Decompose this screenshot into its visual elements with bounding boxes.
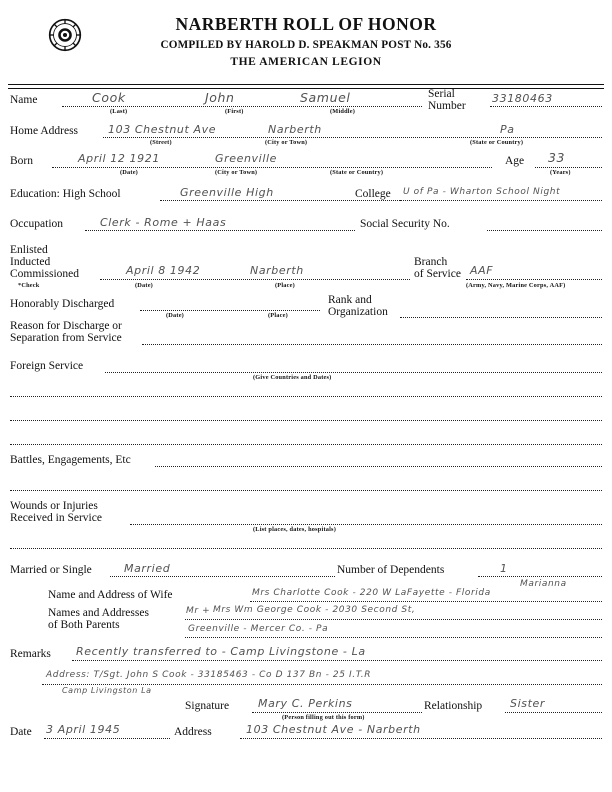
- foreign-service-line-4: [10, 444, 602, 445]
- name-sub-middle: (Middle): [330, 108, 356, 115]
- branch-sub: (Army, Navy, Marine Corps, AAF): [466, 282, 566, 289]
- ssn-line: [487, 230, 602, 231]
- wife-name-extra: Marianna: [520, 579, 567, 589]
- home-street-value: 103 Chestnut Ave: [108, 123, 217, 136]
- age-line: [535, 167, 602, 168]
- last-name-value: Cook: [92, 90, 126, 105]
- home-sub-state: (State or Country): [470, 139, 524, 146]
- married-value: Married: [124, 562, 171, 575]
- parents-line-2: [185, 637, 602, 638]
- age-sub: (Years): [550, 169, 571, 176]
- parents-value-line2: Greenville - Mercer Co. - Pa: [188, 624, 329, 634]
- parents-value-line1: Mrs Wm George Cook - 2030 Second St,: [213, 605, 416, 615]
- honorably-discharged-label: Honorably Discharged: [10, 298, 115, 310]
- parents-label-line2: of Both Parents: [48, 619, 120, 631]
- home-address-line: [103, 137, 602, 138]
- serial-number-value: 33180463: [492, 92, 553, 105]
- college-line: [400, 200, 602, 201]
- home-sub-city: (City or Town): [265, 139, 308, 146]
- foreign-sub: (Give Countries and Dates): [253, 374, 332, 381]
- married-line: [110, 576, 335, 577]
- dependents-line: [478, 576, 602, 577]
- born-line: [52, 167, 492, 168]
- name-sub-first: (First): [225, 108, 244, 115]
- battles-label: Battles, Engagements, Etc: [10, 454, 131, 466]
- born-sub-date: (Date): [120, 169, 138, 176]
- branch-line: [466, 279, 602, 280]
- wounds-label-line1: Wounds or Injuries: [10, 500, 98, 512]
- header-rule-bottom: [8, 88, 604, 89]
- relationship-line: [505, 712, 602, 713]
- reason-label-line1: Reason for Discharge or: [10, 320, 122, 332]
- address-line: [240, 738, 602, 739]
- remarks-value-line3: Camp Livingston La: [62, 686, 152, 695]
- name-label: Name: [10, 94, 38, 106]
- occupation-line: [85, 230, 355, 231]
- address-value: 103 Chestnut Ave - Narberth: [246, 723, 421, 736]
- parents-label-line1: Names and Addresses: [48, 607, 149, 619]
- enlisted-label: Enlisted: [10, 244, 48, 256]
- foreign-service-label: Foreign Service: [10, 360, 84, 372]
- enlist-sub-date: (Date): [135, 282, 153, 289]
- middle-name-value: Samuel: [300, 90, 351, 105]
- remarks-line-2: [42, 684, 602, 685]
- married-label: Married or Single: [10, 564, 92, 576]
- remarks-value-line2: Address: T/Sgt. John S Cook - 33185463 - Co D 137 Bn - 25 I.T.R: [46, 670, 372, 680]
- remarks-label: Remarks: [10, 648, 51, 660]
- occupation-label: Occupation: [10, 218, 64, 230]
- signature-label: Signature: [185, 700, 230, 712]
- check-note: *Check: [18, 282, 40, 289]
- foreign-service-line-1: [105, 372, 602, 373]
- dependents-label: Number of Dependents: [337, 564, 445, 576]
- remarks-line-1: [72, 660, 602, 661]
- foreign-service-line-2: [10, 396, 602, 397]
- document-organization: THE AMERICAN LEGION: [230, 56, 382, 68]
- wounds-sub: (List places, dates, hospitals): [253, 526, 336, 533]
- document-header: [0, 0, 612, 68]
- ssn-label: Social Security No.: [360, 218, 450, 230]
- enlist-date-value: April 8 1942: [126, 264, 201, 277]
- reason-label-line2: Separation from Service: [10, 332, 122, 344]
- born-date-value: April 12 1921: [78, 152, 160, 165]
- reason-line: [142, 344, 602, 345]
- branch-of-service-value: AAF: [470, 264, 494, 277]
- document-title: NARBERTH ROLL OF HONOR: [175, 14, 437, 34]
- age-value: 33: [548, 150, 566, 165]
- battles-line-1: [155, 466, 602, 467]
- wife-label: Name and Address of Wife: [48, 589, 173, 601]
- wife-line: [250, 601, 602, 602]
- foreign-service-line-3: [10, 420, 602, 421]
- home-city-value: Narberth: [268, 123, 322, 136]
- date-line: [44, 738, 170, 739]
- inducted-label: Inducted: [10, 256, 51, 268]
- rank-line: [400, 317, 602, 318]
- commissioned-label: Commissioned: [10, 268, 80, 280]
- date-label: Date: [10, 726, 32, 738]
- born-sub-city: (City or Town): [215, 169, 258, 176]
- document-subtitle: COMPILED BY HAROLD D. SPEAKMAN POST No. 356: [160, 39, 452, 51]
- battles-line-2: [10, 490, 602, 491]
- enlist-place-value: Narberth: [250, 264, 304, 277]
- parents-line-1: [185, 619, 602, 620]
- relationship-value: Sister: [510, 697, 545, 710]
- signature-line: [252, 712, 422, 713]
- occupation-value: Clerk - Rome + Haas: [100, 216, 227, 229]
- born-label: Born: [10, 155, 33, 167]
- wounds-line-2: [10, 548, 602, 549]
- wife-value: Mrs Charlotte Cook - 220 W LaFayette - Florida: [252, 588, 491, 598]
- college-label: College: [355, 188, 391, 200]
- name-line: [62, 106, 422, 107]
- enlist-sub-place: (Place): [275, 282, 295, 289]
- signature-sub: (Person filling out this form): [282, 714, 365, 721]
- dependents-value: 1: [500, 562, 508, 575]
- date-value: 3 April 1945: [46, 723, 121, 736]
- home-sub-street: (Street): [150, 139, 172, 146]
- rank-label-line2: Organization: [328, 306, 388, 318]
- parents-prefix-value: Mr +: [186, 606, 211, 616]
- rank-label-line1: Rank and: [328, 294, 372, 306]
- name-sub-last: (Last): [110, 108, 128, 115]
- hon-sub-place: (Place): [268, 312, 288, 319]
- high-school-value: Greenville High: [180, 186, 274, 199]
- born-city-value: Greenville: [215, 152, 277, 165]
- education-label: Education: High School: [10, 188, 121, 200]
- serial-label-line1: Serial: [428, 88, 455, 100]
- serial-line: [490, 106, 602, 107]
- header-rule-top: [8, 84, 604, 85]
- wounds-line-1: [130, 524, 602, 525]
- address-label: Address: [174, 726, 212, 738]
- signature-value: Mary C. Perkins: [258, 697, 353, 710]
- serial-label-line2: Number: [428, 100, 466, 112]
- american-legion-seal-icon: [48, 18, 82, 52]
- branch-label-line2: of Service: [414, 268, 461, 280]
- relationship-label: Relationship: [424, 700, 483, 712]
- hon-sub-date: (Date): [166, 312, 184, 319]
- age-label: Age: [505, 155, 525, 167]
- home-state-value: Pa: [500, 123, 515, 136]
- remarks-value-line1: Recently transferred to - Camp Livingstone - La: [76, 645, 366, 658]
- first-name-value: John: [205, 90, 235, 105]
- branch-label-line1: Branch: [414, 256, 448, 268]
- wounds-label-line2: Received in Service: [10, 512, 102, 524]
- home-address-label: Home Address: [10, 125, 79, 137]
- college-value: U of Pa - Wharton School Night: [403, 187, 561, 197]
- honorably-discharged-line: [140, 310, 320, 311]
- born-sub-state: (State or Country): [330, 169, 384, 176]
- enlist-line: [100, 279, 410, 280]
